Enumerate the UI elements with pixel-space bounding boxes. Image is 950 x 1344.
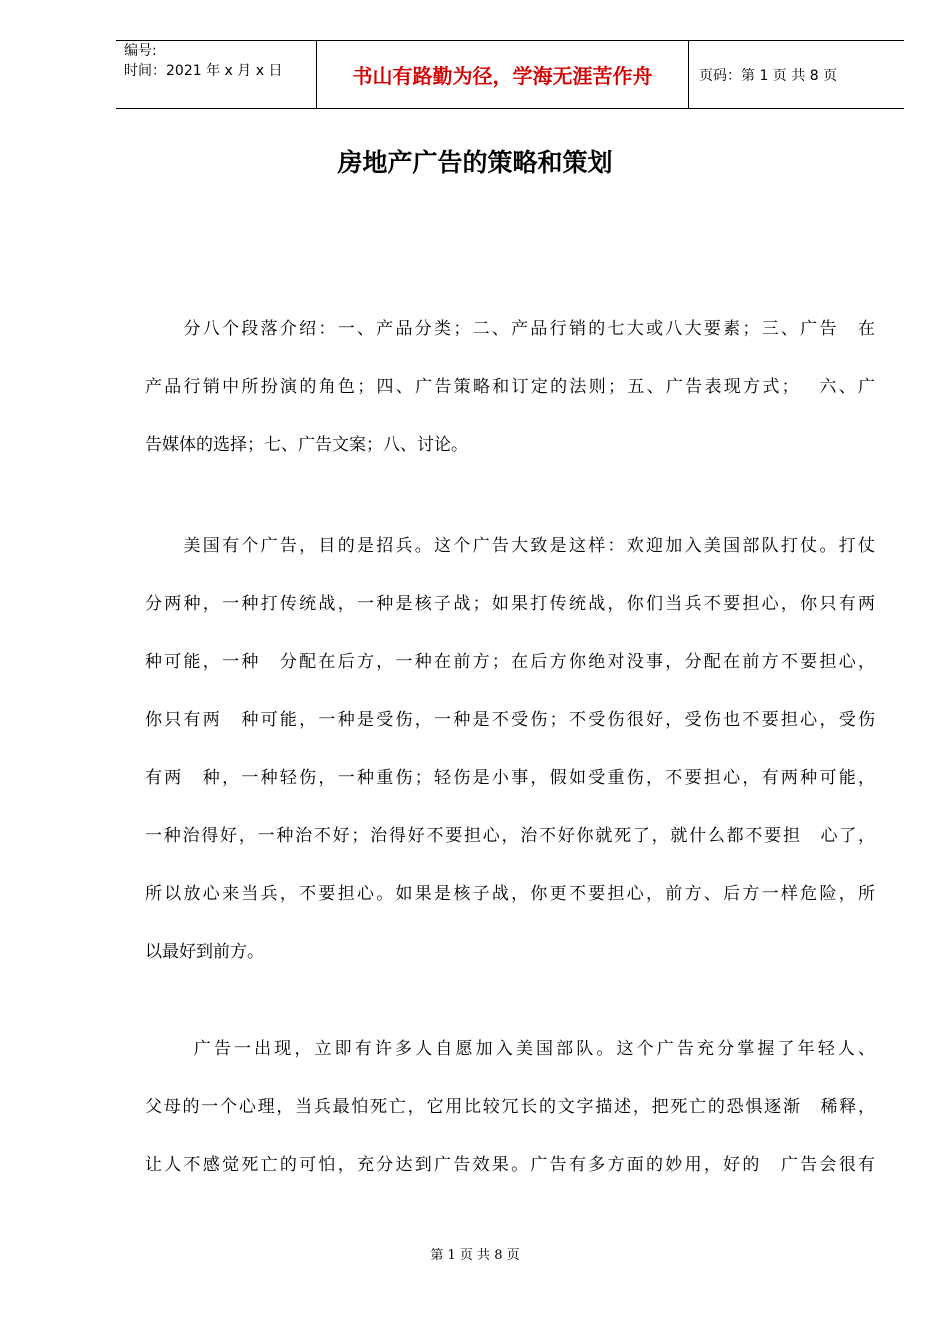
paragraph-line: 你只有两 种可能，一种是受伤，一种是不受伤；不受伤很好，受伤也不要担心，受伤 (145, 710, 875, 730)
document-header (116, 40, 904, 109)
paragraph-line: 一种治得好，一种治不好；治得好不要担心，治不好你就死了，就什么都不要担 心了， (145, 826, 875, 846)
page-info: 页码：第 1 页 共 8 页 (699, 67, 838, 84)
paragraph-line: 分八个段落介绍：一、产品分类；二、产品行销的七大或八大要素；三、广告 在 (145, 319, 875, 339)
paragraph-line: 美国有个广告，目的是招兵。这个广告大致是这样：欢迎加入美国部队打仗。打仗 (145, 536, 875, 556)
paragraph-1 (145, 300, 875, 474)
paragraph-2 (145, 517, 875, 981)
page-footer: 第 1 页 共 8 页 (430, 1248, 520, 1263)
paragraph-line: 以最好到前方。 (145, 942, 264, 962)
paragraph-line: 让人不感觉死亡的可怕，充分达到广告效果。广告有多方面的妙用，好的 广告会很有 (145, 1155, 875, 1175)
paragraph-line: 所以放心来当兵，不要担心。如果是核子战，你更不要担心，前方、后方一样危险，所 (145, 884, 875, 904)
number-label: 编号: (124, 43, 157, 59)
paragraph-line: 分两种，一种打传统战，一种是核子战；如果打传统战，你们当兵不要担心，你只有两 (145, 594, 875, 614)
paragraph-line: 种可能，一种 分配在后方，一种在前方；在后方你绝对没事，分配在前方不要担心， (145, 652, 875, 672)
header-meta-cell (116, 41, 316, 108)
paragraph-line: 父母的一个心理，当兵最怕死亡，它用比较冗长的文字描述，把死亡的恐惧逐渐 稀释， (145, 1097, 875, 1117)
header-page-cell (689, 41, 904, 108)
paragraph-line: 广告一出现，立即有许多人自愿加入美国部队。这个广告充分掌握了年轻人、 (145, 1039, 875, 1059)
paragraph-line: 告媒体的选择；七、广告文案；八、讨论。 (145, 435, 468, 455)
motto: 书山有路勤为径，学海无涯苦作舟 (352, 64, 653, 88)
paragraph-line: 有两 种，一种轻伤，一种重伤；轻伤是小事，假如受重伤，不要担心，有两种可能， (145, 768, 875, 788)
time-label: 时间：2021 年 x 月 x 日 (124, 63, 283, 79)
document-title: 房地产广告的策略和策划 (337, 148, 613, 177)
header-motto-cell (316, 41, 689, 108)
paragraph-line: 产品行销中所扮演的角色；四、广告策略和订定的法则；五、广告表现方式； 六、广 (145, 377, 875, 397)
paragraph-3 (145, 1020, 875, 1194)
